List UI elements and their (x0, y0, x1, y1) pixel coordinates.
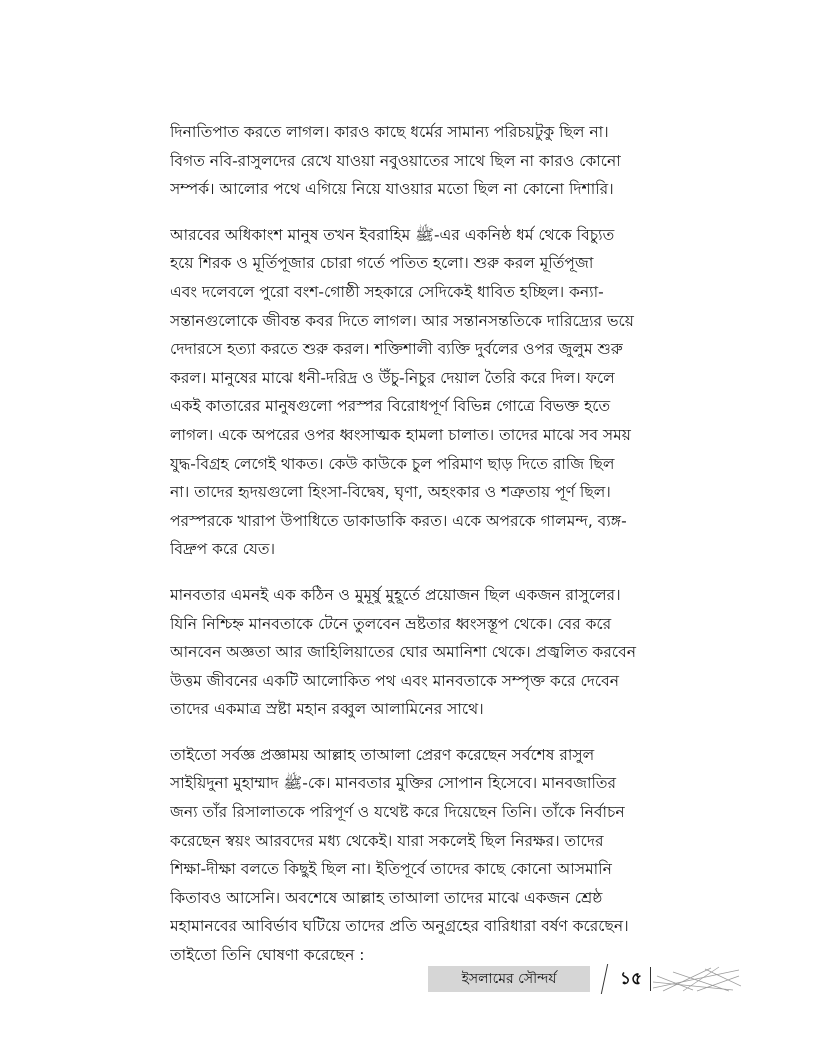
text-line: দেদারসে হত্যা করতে শুরু করল। শক্তিশালী ব্যক্তি দুর্বলের ওপর জুলুম শুরু (170, 340, 623, 359)
text-line: সম্পর্ক। আলোর পথে এগিয়ে নিয়ে যাওয়ার মতো ছিল না কোনো দিশারি। (170, 180, 614, 199)
paragraph (170, 741, 652, 970)
text-line: আরবের অধিকাংশ মানুষ তখন ইবরাহিম ﷺ-এর একনিষ্ঠ ধর্ম থেকে বিচ্যুত (170, 225, 615, 244)
footer-divider (601, 964, 608, 994)
footer-rule (650, 967, 651, 991)
text-line: তাইতো সর্বজ্ঞ প্রজ্ঞাময় আল্লাহ তাআলা প্রেরণ করেছেন সর্বশেষ রাসুল (170, 745, 595, 764)
page-body (170, 118, 652, 987)
text-line: পরস্পরকে খারাপ উপাধিতে ডাকাডাকি করত। একে অপরকে গালমন্দ, ব্যঙ্গ- (170, 511, 627, 530)
text-line: আনবেন অজ্ঞতা আর জাহিলিয়াতের ঘোর অমানিশা থেকে। প্রজ্বলিত করবেন (170, 643, 637, 662)
page-footer (428, 966, 740, 994)
text-line: তাইতো তিনি ঘোষণা করেছেন : (170, 946, 365, 965)
text-line: সাইয়িদুনা মুহাম্মাদ ﷺ-কে। মানবতার মুক্তির সোপান হিসেবে। মানবজাতির (170, 774, 617, 793)
text-line: সন্তানগুলোকে জীবন্ত কবর দিতে লাগল। আর সন্তানসন্ততিকে দারিদ্র্যের ভয়ে (170, 311, 634, 330)
paragraph (170, 581, 652, 724)
text-line: বিগত নবি-রাসুলদের রেখে যাওয়া নবুওয়াতের সাথে ছিল না কারও কোনো (170, 151, 621, 170)
page-number: ১৫ (619, 969, 643, 989)
text-line: উত্তম জীবনের একটি আলোকিত পথ এবং মানবতাকে সম্পৃক্ত করে দেবেন (170, 671, 620, 690)
text-line: যিনি নিশ্চিহ্ন মানবতাকে টেনে তুলবেন ভ্রষ্টতার ধ্বংসস্তূপ থেকে। বের করে (170, 614, 612, 633)
text-line: বিদ্রুপ করে যেত। (170, 540, 276, 559)
text-line: মহামানবের আবির্ভাব ঘটিয়ে তাদের প্রতি অনুগ্রহের বারিধারা বর্ষণ করেছেন। (170, 917, 629, 936)
text-line: কিতাবও আসেনি। অবশেষে আল্লাহ তাআলা তাদের মাঝে একজন শ্রেষ্ঠ (170, 888, 603, 907)
text-line: করেছেন স্বয়ং আরবদের মধ্য থেকেই। যারা সকলেই ছিল নিরক্ষর। তাদের (170, 831, 604, 850)
text-line: হয়ে শিরক ও মূর্তিপূজার চোরা গর্তে পতিত হলো। শুরু করল মূর্তিপূজা (170, 254, 594, 273)
text-line: দিনাতিপাত করতে লাগল। কারও কাছে ধর্মের সামান্য পরিচয়টুকু ছিল না। (170, 123, 609, 141)
text-line: জন্য তাঁর রিসালাতকে পরিপূর্ণ ও যথেষ্ট করে দিয়েছেন তিনি। তাঁকে নির্বাচন (170, 803, 625, 822)
text-line: না। তাদের হৃদয়গুলো হিংসা-বিদ্বেষ, ঘৃণা, অহংকার ও শত্রুতায় পূর্ণ ছিল। (170, 483, 611, 502)
text-line: লাগল। একে অপরের ওপর ধ্বংসাত্মক হামলা চালাত। তাদের মাঝে সব সময় (170, 425, 631, 444)
text-line: যুদ্ধ-বিগ্রহ লেগেই থাকত। কেউ কাউকে চুল পরিমাণ ছাড় দিতে রাজি ছিল (170, 454, 615, 473)
text-line: করল। মানুষের মাঝে ধনী-দরিদ্র ও উঁচু-নিচুর দেয়াল তৈরি করে দিল। ফলে (170, 368, 615, 387)
paragraph (170, 118, 652, 204)
footer-decorative-lines (653, 966, 741, 992)
text-line: একই কাতারের মানুষগুলো পরস্পর বিরোধপূর্ণ বিভিন্ন গোত্রে বিভক্ত হতে (170, 397, 611, 416)
text-line: মানবতার এমনই এক কঠিন ও মুমূর্ষু মুহূর্তে প্রয়োজন ছিল একজন রাসুলের। (170, 585, 621, 604)
paragraph (170, 221, 652, 564)
text-line: শিক্ষা-দীক্ষা বলতে কিছুই ছিল না। ইতিপূর্বে তাদের কাছে কোনো আসমানি (170, 860, 612, 879)
text-line: তাদের একমাত্র স্রষ্টা মহান রব্বুল আলামিনের সাথে। (170, 700, 484, 719)
footer-book-title: ইসলামের সৌন্দর্য (428, 966, 590, 992)
text-line: এবং দলেবলে পুরো বংশ-গোষ্ঠী সহকারে সেদিকেই ধাবিত হচ্ছিল। কন্যা- (170, 282, 604, 301)
